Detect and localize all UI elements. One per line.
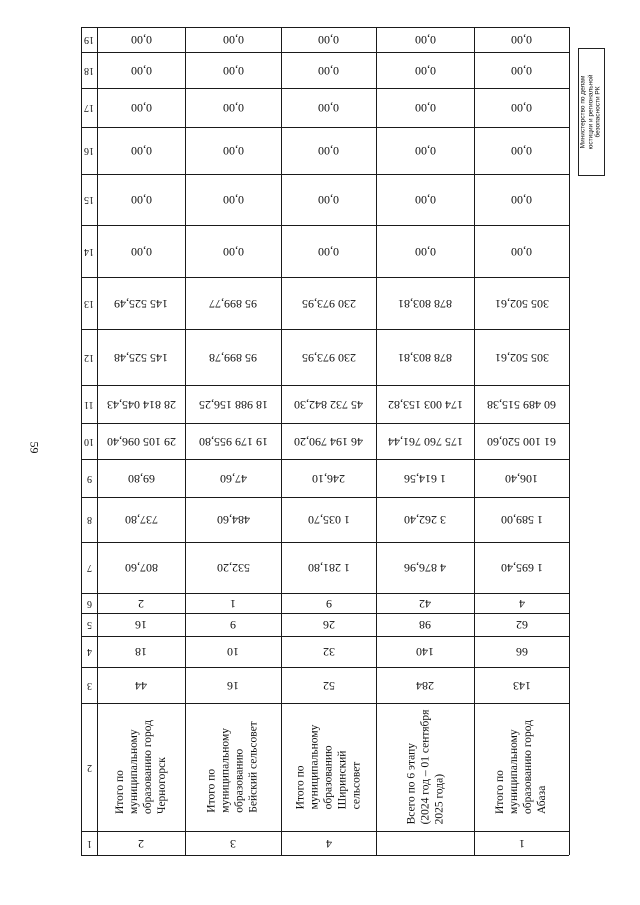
value-cell: [97, 88, 185, 127]
column-number-text: 4: [86, 646, 92, 657]
value-cell: [474, 497, 569, 542]
cell-value: 0,00: [222, 244, 244, 259]
cell-value: 16: [227, 678, 239, 693]
row-label-line: (2024 год – 01 сентября: [419, 709, 431, 825]
column-number-text: 10: [84, 435, 94, 447]
value-cell: [376, 127, 474, 174]
value-cell: [376, 667, 474, 703]
cell-value: 18 988 156,25: [198, 397, 268, 412]
cell-value: 3 262,40: [404, 513, 446, 527]
value-cell: [97, 27, 185, 52]
value-cell: [474, 542, 569, 593]
cell-value: 807,60: [124, 561, 158, 575]
column-number: [81, 52, 97, 88]
cell-value: 305 502,61: [494, 296, 549, 311]
value-cell: [376, 52, 474, 88]
column-number: [81, 127, 97, 174]
stamp-line: юстиции и региональной: [586, 74, 594, 150]
value-cell: [376, 88, 474, 127]
cell-value: 9: [230, 618, 236, 632]
column-number: [81, 497, 97, 542]
row-id: 1: [518, 836, 525, 851]
column-number: [81, 225, 97, 277]
cell-value: 0,00: [130, 193, 152, 207]
row-id-cell: [376, 831, 474, 855]
row-label-cell: [474, 703, 569, 831]
value-cell: [97, 613, 185, 636]
cell-value: 284: [416, 678, 434, 693]
cell-value: 1: [230, 596, 236, 611]
row-label-line: Итого по: [114, 770, 127, 815]
row-id-cell: [474, 831, 569, 855]
value-cell: [185, 636, 281, 667]
column-number-text: 12: [84, 351, 94, 363]
value-cell: [281, 27, 376, 52]
row-label-line: Итого по: [294, 765, 307, 810]
cell-value: 98: [419, 618, 431, 632]
cell-value: 230 973,95: [301, 350, 356, 365]
row-label: [205, 721, 261, 812]
cell-value: 0,00: [414, 63, 436, 78]
stamp-text: [579, 50, 604, 174]
cell-value: 0,00: [414, 33, 436, 47]
row-label-line: муниципальному: [308, 724, 321, 810]
row-id-cell: [97, 831, 185, 855]
value-cell: [281, 88, 376, 127]
row-label-line: образованию: [233, 748, 246, 813]
value-cell: [281, 52, 376, 88]
row-label: [404, 710, 446, 825]
cell-value: 42: [419, 596, 431, 611]
row-label-line: муниципальному: [219, 728, 232, 813]
cell-value: 1 035,70: [307, 513, 350, 527]
row-id: 3: [230, 836, 236, 851]
cell-value: 1 614,56: [404, 471, 446, 486]
value-cell: [281, 667, 376, 703]
row-label-line: Ширинский: [336, 750, 349, 810]
row-label: [293, 725, 363, 810]
value-cell: [281, 423, 376, 459]
row-label-line: Бейский сельсовет: [247, 721, 260, 813]
value-cell: [97, 636, 185, 667]
value-cell: [474, 88, 569, 127]
row-id: 4: [325, 836, 332, 851]
table-rule: [81, 855, 569, 856]
cell-value: 16: [135, 618, 147, 632]
value-cell: [281, 225, 376, 277]
value-cell: [474, 225, 569, 277]
row-label-line: Итого по: [205, 768, 218, 813]
row-label-line: образованию: [322, 745, 335, 810]
column-number-text: 15: [84, 194, 94, 205]
cell-value: 0,00: [222, 63, 244, 78]
value-cell: [376, 27, 474, 52]
cell-value: 145 525,49: [114, 296, 168, 311]
cell-value: 0,00: [130, 101, 152, 115]
cell-value: 0,00: [511, 144, 532, 158]
cell-value: 9: [325, 596, 332, 611]
cell-value: 0,00: [222, 144, 244, 158]
value-cell: [376, 277, 474, 329]
cell-value: 0,00: [414, 193, 436, 207]
value-cell: [376, 613, 474, 636]
cell-value: 0,00: [414, 144, 436, 158]
column-number: [81, 613, 97, 636]
value-cell: [376, 225, 474, 277]
value-cell: [97, 127, 185, 174]
value-cell: [281, 385, 376, 423]
value-cell: [185, 423, 281, 459]
value-cell: [185, 613, 281, 636]
column-number-text: 2: [86, 761, 92, 773]
column-number: [81, 459, 97, 497]
value-cell: [97, 423, 185, 459]
value-cell: [376, 636, 474, 667]
cell-value: 62: [515, 618, 528, 632]
cell-value: 0,00: [222, 101, 244, 115]
row-label-line: Черногорск: [156, 757, 169, 815]
value-cell: [281, 174, 376, 225]
value-cell: [281, 497, 376, 542]
value-cell: [97, 593, 185, 613]
cell-value: 19 179 955,80: [198, 434, 268, 449]
cell-value: 0,00: [318, 63, 339, 78]
cell-value: 61 100 520,60: [487, 434, 556, 449]
row-id: 2: [138, 836, 144, 851]
cell-value: 0,00: [414, 244, 436, 259]
row-label-line: муниципальному: [508, 729, 521, 815]
cell-value: 69,80: [127, 471, 155, 486]
row-label-line: образованию город: [522, 719, 535, 815]
cell-value: 1 695,40: [500, 561, 543, 575]
value-cell: [281, 127, 376, 174]
value-cell: [97, 497, 185, 542]
cell-value: 2: [138, 596, 144, 611]
value-cell: [376, 329, 474, 385]
value-cell: [97, 52, 185, 88]
row-id-cell: [281, 831, 376, 855]
value-cell: [376, 459, 474, 497]
cell-value: 66: [515, 645, 528, 659]
column-number: [81, 88, 97, 127]
column-number: [81, 329, 97, 385]
column-number-text: 18: [84, 64, 94, 76]
value-cell: [376, 542, 474, 593]
row-label-line: образованию город: [142, 719, 155, 815]
cell-value: 95 899,77: [209, 296, 257, 311]
value-cell: [185, 88, 281, 127]
column-number-text: 9: [86, 472, 92, 484]
value-cell: [376, 497, 474, 542]
value-cell: [185, 542, 281, 593]
cell-value: 230 973,95: [301, 296, 356, 311]
cell-value: 52: [322, 678, 335, 693]
value-cell: [97, 459, 185, 497]
cell-value: 878 803,81: [398, 350, 452, 365]
value-cell: [474, 329, 569, 385]
column-number: [81, 667, 97, 703]
value-cell: [474, 667, 569, 703]
cell-value: 143: [512, 678, 531, 693]
cell-value: 10: [227, 645, 239, 659]
column-number-text: 13: [84, 297, 94, 309]
cell-value: 0,00: [130, 144, 152, 158]
value-cell: [185, 174, 281, 225]
value-cell: [185, 385, 281, 423]
row-label-cell: [97, 703, 185, 831]
cell-value: 174 003 153,82: [387, 397, 463, 412]
value-cell: [376, 385, 474, 423]
row-label-line: Итого по: [494, 770, 507, 815]
cell-value: 305 502,61: [494, 350, 549, 365]
column-number: [81, 174, 97, 225]
cell-value: 0,00: [318, 193, 339, 207]
value-cell: [185, 52, 281, 88]
cell-value: 0,00: [318, 101, 339, 115]
cell-value: 0,00: [222, 193, 244, 207]
cell-value: 246,10: [312, 471, 345, 486]
cell-value: 878 803,81: [398, 296, 452, 311]
value-cell: [97, 385, 185, 423]
ministry-stamp: [578, 48, 605, 176]
cell-value: 0,00: [511, 33, 532, 47]
value-cell: [97, 277, 185, 329]
value-cell: [185, 225, 281, 277]
column-number-text: 7: [86, 562, 92, 573]
cell-value: 532,20: [216, 561, 250, 575]
stamp-line: безопасности РК: [594, 86, 602, 138]
value-cell: [97, 174, 185, 225]
row-id-cell: [185, 831, 281, 855]
cell-value: 47,60: [219, 471, 247, 486]
cell-value: 106,40: [505, 471, 538, 486]
cell-value: 1 281,80: [307, 561, 350, 575]
cell-value: 4: [518, 596, 525, 611]
value-cell: [474, 385, 569, 423]
column-number: [81, 593, 97, 613]
value-cell: [185, 593, 281, 613]
column-number: [81, 542, 97, 593]
cell-value: 0,00: [318, 144, 339, 158]
row-label-line: Абаза: [536, 785, 549, 815]
table-rule: [569, 27, 570, 855]
column-number: [81, 277, 97, 329]
column-number-text: 1: [86, 837, 92, 849]
value-cell: [185, 497, 281, 542]
value-cell: [185, 329, 281, 385]
value-cell: [281, 593, 376, 613]
value-cell: [474, 423, 569, 459]
row-label-cell: [185, 703, 281, 831]
value-cell: [474, 636, 569, 667]
column-number: [81, 831, 97, 855]
cell-value: 737,80: [124, 513, 158, 527]
value-cell: [185, 277, 281, 329]
row-label-line: сельсовет: [350, 761, 363, 810]
stamp-line: Министерство по делам: [579, 75, 586, 149]
row-label-cell: [281, 703, 376, 831]
cell-value: 60 489 515,38: [487, 397, 556, 412]
value-cell: [281, 459, 376, 497]
column-number-text: 6: [86, 597, 92, 609]
value-cell: [281, 277, 376, 329]
cell-value: 0,00: [318, 244, 339, 259]
value-cell: [474, 127, 569, 174]
cell-value: 0,00: [414, 101, 436, 115]
value-cell: [376, 593, 474, 613]
value-cell: [474, 613, 569, 636]
column-number-text: 19: [84, 34, 94, 45]
data-table: [81, 27, 569, 855]
cell-value: 0,00: [511, 244, 532, 259]
value-cell: [185, 459, 281, 497]
cell-value: 1 589,00: [500, 513, 543, 527]
cell-value: 44: [135, 678, 147, 693]
row-label-line: 2025 года): [433, 773, 445, 825]
column-number: [81, 27, 97, 52]
value-cell: [97, 667, 185, 703]
row-label: [493, 720, 549, 814]
value-cell: [376, 423, 474, 459]
value-cell: [97, 225, 185, 277]
cell-value: 95 899,78: [209, 350, 257, 365]
cell-value: 0,00: [130, 33, 152, 47]
row-label-cell: [376, 703, 474, 831]
cell-value: 0,00: [511, 193, 532, 207]
column-number-text: 11: [84, 398, 94, 410]
value-cell: [376, 174, 474, 225]
column-number-text: 17: [84, 102, 94, 113]
column-number: [81, 703, 97, 831]
cell-value: 0,00: [318, 33, 339, 47]
cell-value: 32: [322, 645, 335, 659]
cell-value: 0,00: [511, 101, 532, 115]
value-cell: [474, 52, 569, 88]
cell-value: 29 105 096,40: [106, 434, 176, 449]
value-cell: [474, 593, 569, 613]
cell-value: 484,60: [216, 513, 250, 527]
cell-value: 26: [322, 618, 335, 632]
cell-value: 46 194 790,20: [294, 434, 363, 449]
cell-value: 145 525,48: [114, 350, 168, 365]
value-cell: [97, 542, 185, 593]
column-number-text: 5: [86, 619, 92, 630]
column-number: [81, 423, 97, 459]
cell-value: 0,00: [130, 63, 152, 78]
value-cell: [474, 277, 569, 329]
cell-value: 0,00: [130, 244, 152, 259]
column-number-text: 3: [86, 679, 92, 691]
value-cell: [281, 542, 376, 593]
cell-value: 28 814 045,43: [106, 397, 176, 412]
column-number: [81, 385, 97, 423]
cell-value: 45 732 842,30: [294, 397, 363, 412]
page-number: 59: [27, 441, 42, 454]
value-cell: [185, 27, 281, 52]
cell-value: 18: [135, 645, 147, 659]
cell-value: 4 876,96: [404, 561, 446, 575]
row-label: [113, 720, 169, 814]
cell-value: 0,00: [511, 63, 532, 78]
row-label-line: Всего по 6 этапу: [405, 742, 417, 825]
value-cell: [185, 127, 281, 174]
column-number-text: 16: [84, 145, 94, 156]
value-cell: [281, 613, 376, 636]
column-number-text: 14: [84, 245, 94, 257]
cell-value: 140: [416, 645, 434, 659]
column-number-text: 8: [86, 514, 92, 525]
value-cell: [474, 174, 569, 225]
value-cell: [474, 459, 569, 497]
value-cell: [474, 27, 569, 52]
value-cell: [97, 329, 185, 385]
column-number: [81, 636, 97, 667]
row-label-line: муниципальному: [128, 729, 141, 815]
cell-value: 175 760 761,44: [387, 434, 463, 449]
cell-value: 0,00: [222, 33, 244, 47]
value-cell: [185, 667, 281, 703]
value-cell: [281, 636, 376, 667]
value-cell: [281, 329, 376, 385]
